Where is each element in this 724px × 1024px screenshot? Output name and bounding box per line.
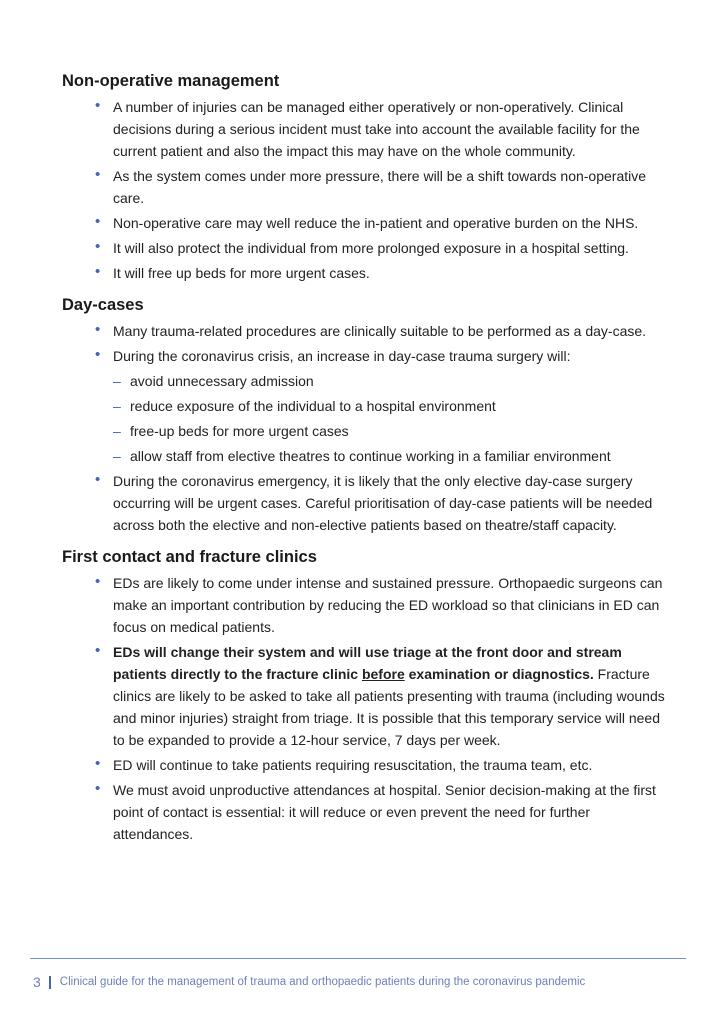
sub-list-item-text: avoid unnecessary admission (130, 373, 314, 389)
document-body (62, 71, 672, 848)
sub-list-item-text: allow staff from elective theatres to continue working in a familiar environment (130, 448, 611, 464)
list-item (62, 470, 672, 536)
list-item (62, 165, 672, 209)
bullet-icon: • (95, 780, 101, 797)
list-item (62, 754, 672, 776)
list-item-text: As the system comes under more pressure, there will be a shift towards non-operative care. (113, 168, 647, 206)
list-item (62, 96, 672, 162)
page-footer (33, 974, 585, 990)
sub-list-item (62, 420, 672, 442)
bullet-icon: • (95, 213, 101, 230)
bullet-icon: • (95, 97, 101, 114)
list-item-text: A number of injuries can be managed either operatively or non-operatively. Clinical decisions during a serious incident must take into account the available facility for the current patient and also the impact this may have on the whole community. (113, 99, 640, 159)
bullet-icon: • (95, 573, 101, 590)
list-item (62, 572, 672, 638)
bullet-list (62, 96, 672, 284)
section-day-cases (62, 295, 672, 536)
sub-list-item-text: free-up beds for more urgent cases (130, 423, 349, 439)
underlined-emphasis: before (361, 666, 405, 682)
bullet-icon: • (95, 321, 101, 338)
bullet-icon: • (95, 166, 101, 183)
sub-list-item (62, 370, 672, 392)
section-heading: Day-cases (62, 296, 144, 314)
list-item (62, 345, 672, 367)
sub-list-item (62, 395, 672, 417)
dash-icon: – (113, 373, 121, 389)
list-item-text: During the coronavirus crisis, an increase in day-case trauma surgery will: (113, 348, 571, 364)
list-item (62, 212, 672, 234)
list-item-text: During the coronavirus emergency, it is likely that the only elective day-case surgery occurring will be urgent cases. Careful prioritisation of day-case patients will be needed across both the elective and non-elective patients based on theatre/staff capacity. (113, 473, 653, 533)
list-item-text: It will also protect the individual from more prolonged exposure in a hospital setting. (113, 240, 629, 256)
page-number: 3 (33, 974, 41, 990)
footer-separator (49, 976, 51, 989)
footer-divider (30, 958, 686, 959)
section-heading: Non-operative management (62, 72, 280, 90)
bold-text: examination or diagnostics. (404, 666, 594, 682)
dash-icon: – (113, 398, 121, 414)
bullet-icon: • (95, 346, 101, 363)
sub-list-item (62, 445, 672, 467)
list-item (62, 320, 672, 342)
bullet-icon: • (95, 471, 101, 488)
dash-icon: – (113, 448, 121, 464)
bullet-icon: • (95, 263, 101, 280)
bullet-list (62, 320, 672, 536)
list-item-text: Fracture clinics are likely to be asked to take all patients presenting with trauma (including wounds and minor injuries) straight from triage. It is possible that this temporary service will need to be expanded to provide a 12-hour service, 7 days per week. (113, 666, 665, 748)
bullet-list (62, 572, 672, 845)
section-first-contact-fracture-clinics (62, 547, 672, 845)
bold-text: EDs will change their system and will use triage at the front door and stream patients directly to the fracture clinic (113, 644, 622, 682)
bullet-icon: • (95, 238, 101, 255)
list-item (62, 262, 672, 284)
list-item-text: Non-operative care may well reduce the in-patient and operative burden on the NHS. (113, 215, 639, 231)
list-item-text: We must avoid unproductive attendances at hospital. Senior decision-making at the first point of contact is essential: it will reduce or even prevent the need for further attendances. (113, 782, 656, 842)
section-non-operative-management (62, 71, 672, 284)
list-item-text: Many trauma-related procedures are clinically suitable to be performed as a day-case. (113, 323, 647, 339)
dash-icon: – (113, 423, 121, 439)
section-heading: First contact and fracture clinics (62, 548, 317, 566)
list-item-text: ED will continue to take patients requiring resuscitation, the trauma team, etc. (113, 757, 593, 773)
sub-list-item-text: reduce exposure of the individual to a hospital environment (130, 398, 496, 414)
list-item (62, 779, 672, 845)
bullet-icon: • (95, 642, 101, 659)
list-item-text: EDs are likely to come under intense and sustained pressure. Orthopaedic surgeons can make an important contribution by reducing the ED workload so that clinicians in ED can focus on medical patients. (113, 575, 663, 635)
bullet-icon: • (95, 755, 101, 772)
list-item-text: It will free up beds for more urgent cases. (113, 265, 370, 281)
list-item (62, 641, 672, 751)
list-item (62, 237, 672, 259)
footer-title: Clinical guide for the management of trauma and orthopaedic patients during the coronavirus pandemic (59, 976, 586, 988)
